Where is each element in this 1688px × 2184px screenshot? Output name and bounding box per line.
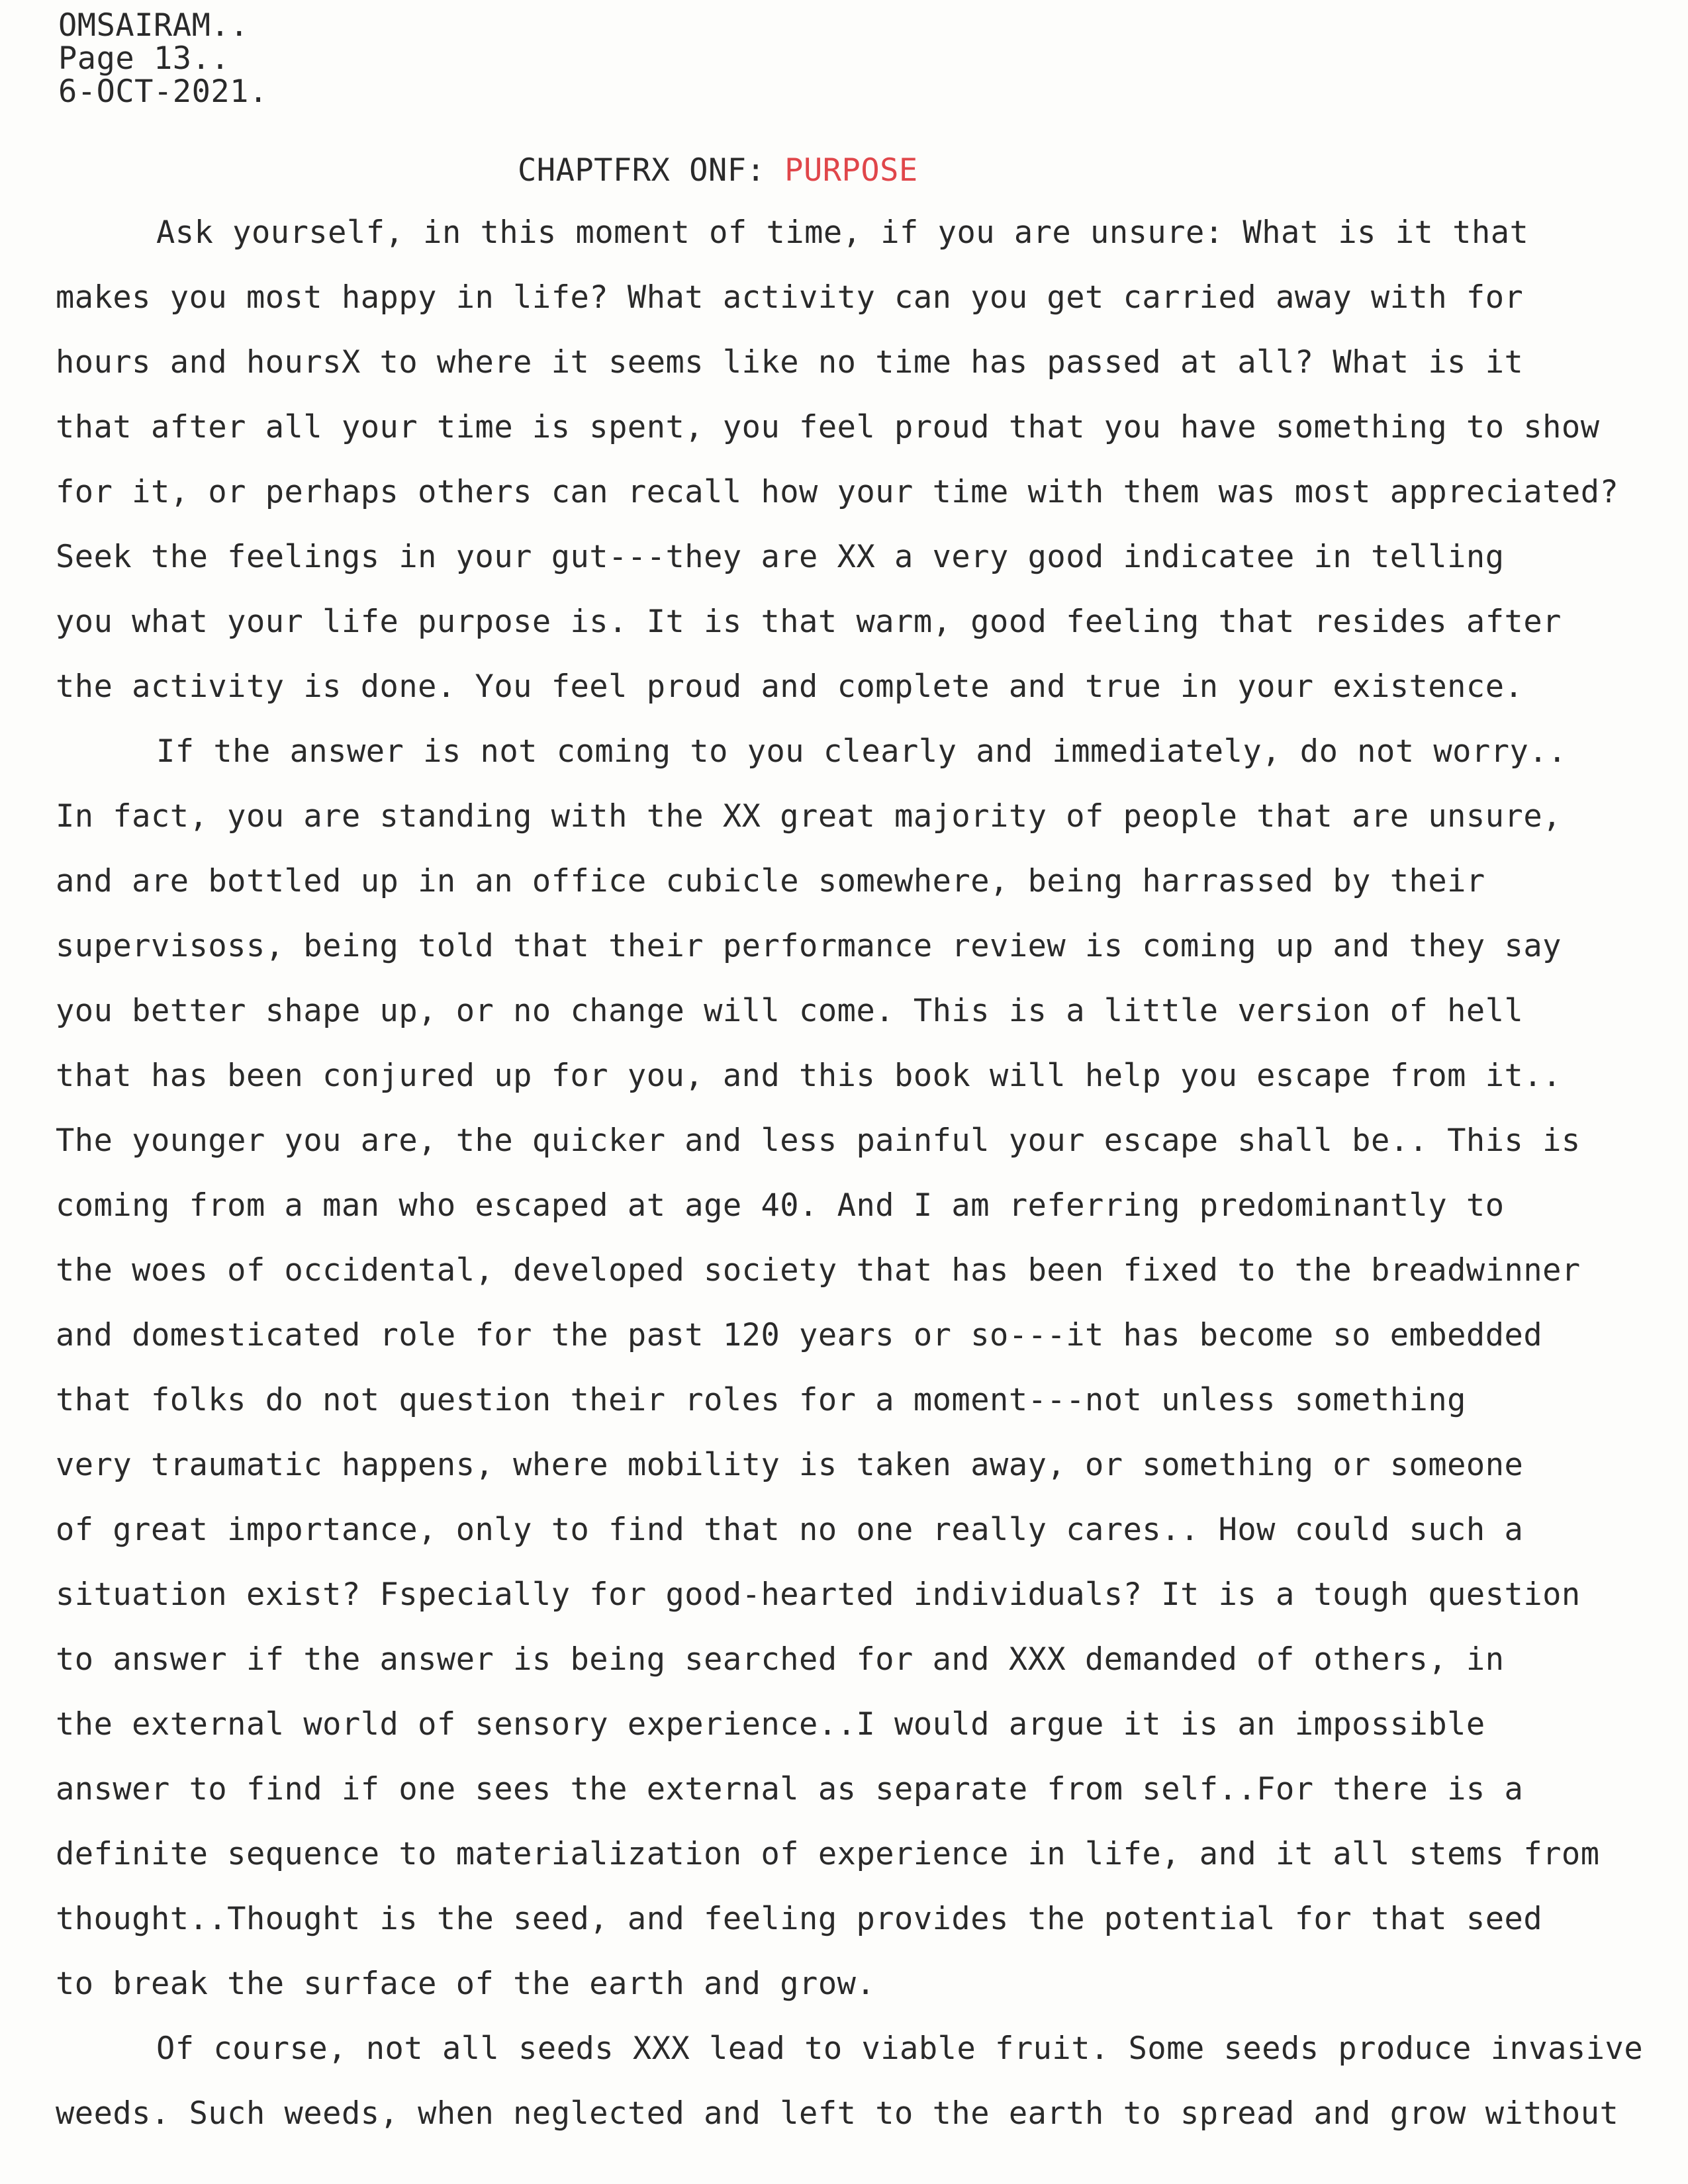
- chapter-label: CHAPTFRX ONF:: [518, 152, 785, 189]
- header-date: 6-OCT-2021.: [58, 73, 268, 110]
- paragraph2-line: the external world of sensory experience..I would argue it is an impossible: [56, 1706, 1485, 1743]
- paragraph2-line: the woes of occidental, developed society that has been fixed to the breadwinner: [56, 1252, 1581, 1289]
- paragraph2-line: definite sequence to materialization of experience in life, and it all stems from: [56, 1836, 1600, 1872]
- paragraph2-line: to answer if the answer is being searched for and XXX demanded of others, in: [56, 1641, 1505, 1678]
- paragraph2-line: to break the surface of the earth and grow.: [56, 1966, 876, 2002]
- paragraph2-line: and domesticated role for the past 120 years or so---it has become so embedded: [56, 1317, 1543, 1353]
- paragraph1-line: for it, or perhaps others can recall how your time with them was most appreciated?: [56, 474, 1619, 510]
- paragraph1-line: makes you most happy in life? What activity can you get carried away with for: [56, 279, 1524, 316]
- paragraph1-line: the activity is done. You feel proud and complete and true in your existence.: [56, 668, 1524, 705]
- paragraph2-line: of great importance, only to find that no one really cares.. How could such a: [56, 1512, 1524, 1548]
- paragraph2-line: situation exist? Fspecially for good-hearted individuals? It is a tough question: [56, 1576, 1581, 1613]
- paragraph2-line: supervisoss, being told that their performance review is coming up and they say: [56, 928, 1562, 964]
- header-salutation: OMSAIRAM..: [58, 7, 249, 44]
- paragraph2-line: that has been conjured up for you, and this book will help you escape from it..: [56, 1058, 1562, 1094]
- paragraph2-line: answer to find if one sees the external as separate from self..For there is a: [56, 1771, 1524, 1807]
- chapter-title-red: PURPOSE: [784, 152, 918, 189]
- paragraph2-line: you better shape up, or no change will come. This is a little version of hell: [56, 993, 1524, 1029]
- paragraph2-line: that folks do not question their roles for a moment---not unless something: [56, 1382, 1466, 1418]
- paragraph2-line: The younger you are, the quicker and less painful your escape shall be.. This is: [56, 1122, 1581, 1159]
- paragraph2-line: In fact, you are standing with the XX great majority of people that are unsure,: [56, 798, 1562, 835]
- paragraph2-line: If the answer is not coming to you clearly and immediately, do not worry..: [156, 733, 1567, 770]
- paragraph1-line: Ask yourself, in this moment of time, if you are unsure: What is it that: [156, 214, 1529, 251]
- paragraph2-line: coming from a man who escaped at age 40. And I am referring predominantly to: [56, 1187, 1505, 1224]
- header-page-number: Page 13..: [58, 40, 230, 77]
- page-header: [58, 9, 268, 109]
- paragraph1-line: hours and hoursX to where it seems like no time has passed at all? What is it: [56, 344, 1524, 381]
- paragraph2-line: and are bottled up in an office cubicle somewhere, being harrassed by their: [56, 863, 1485, 899]
- paragraph1-line: Seek the feelings in your gut---they are XX a very good indicatee in telling: [56, 539, 1505, 575]
- paragraph2-line: very traumatic happens, where mobility is taken away, or something or someone: [56, 1447, 1524, 1483]
- paragraph3-line: Of course, not all seeds XXX lead to viable fruit. Some seeds produce invasive: [156, 2030, 1644, 2067]
- paragraph2-line: thought..Thought is the seed, and feeling provides the potential for that seed: [56, 1901, 1543, 1937]
- paragraph1-line: you what your life purpose is. It is that warm, good feeling that resides after: [56, 604, 1562, 640]
- chapter-title: [518, 151, 918, 191]
- paragraph1-line: that after all your time is spent, you feel proud that you have something to show: [56, 409, 1600, 445]
- paragraph3-line: weeds. Such weeds, when neglected and left to the earth to spread and grow without: [56, 2095, 1619, 2132]
